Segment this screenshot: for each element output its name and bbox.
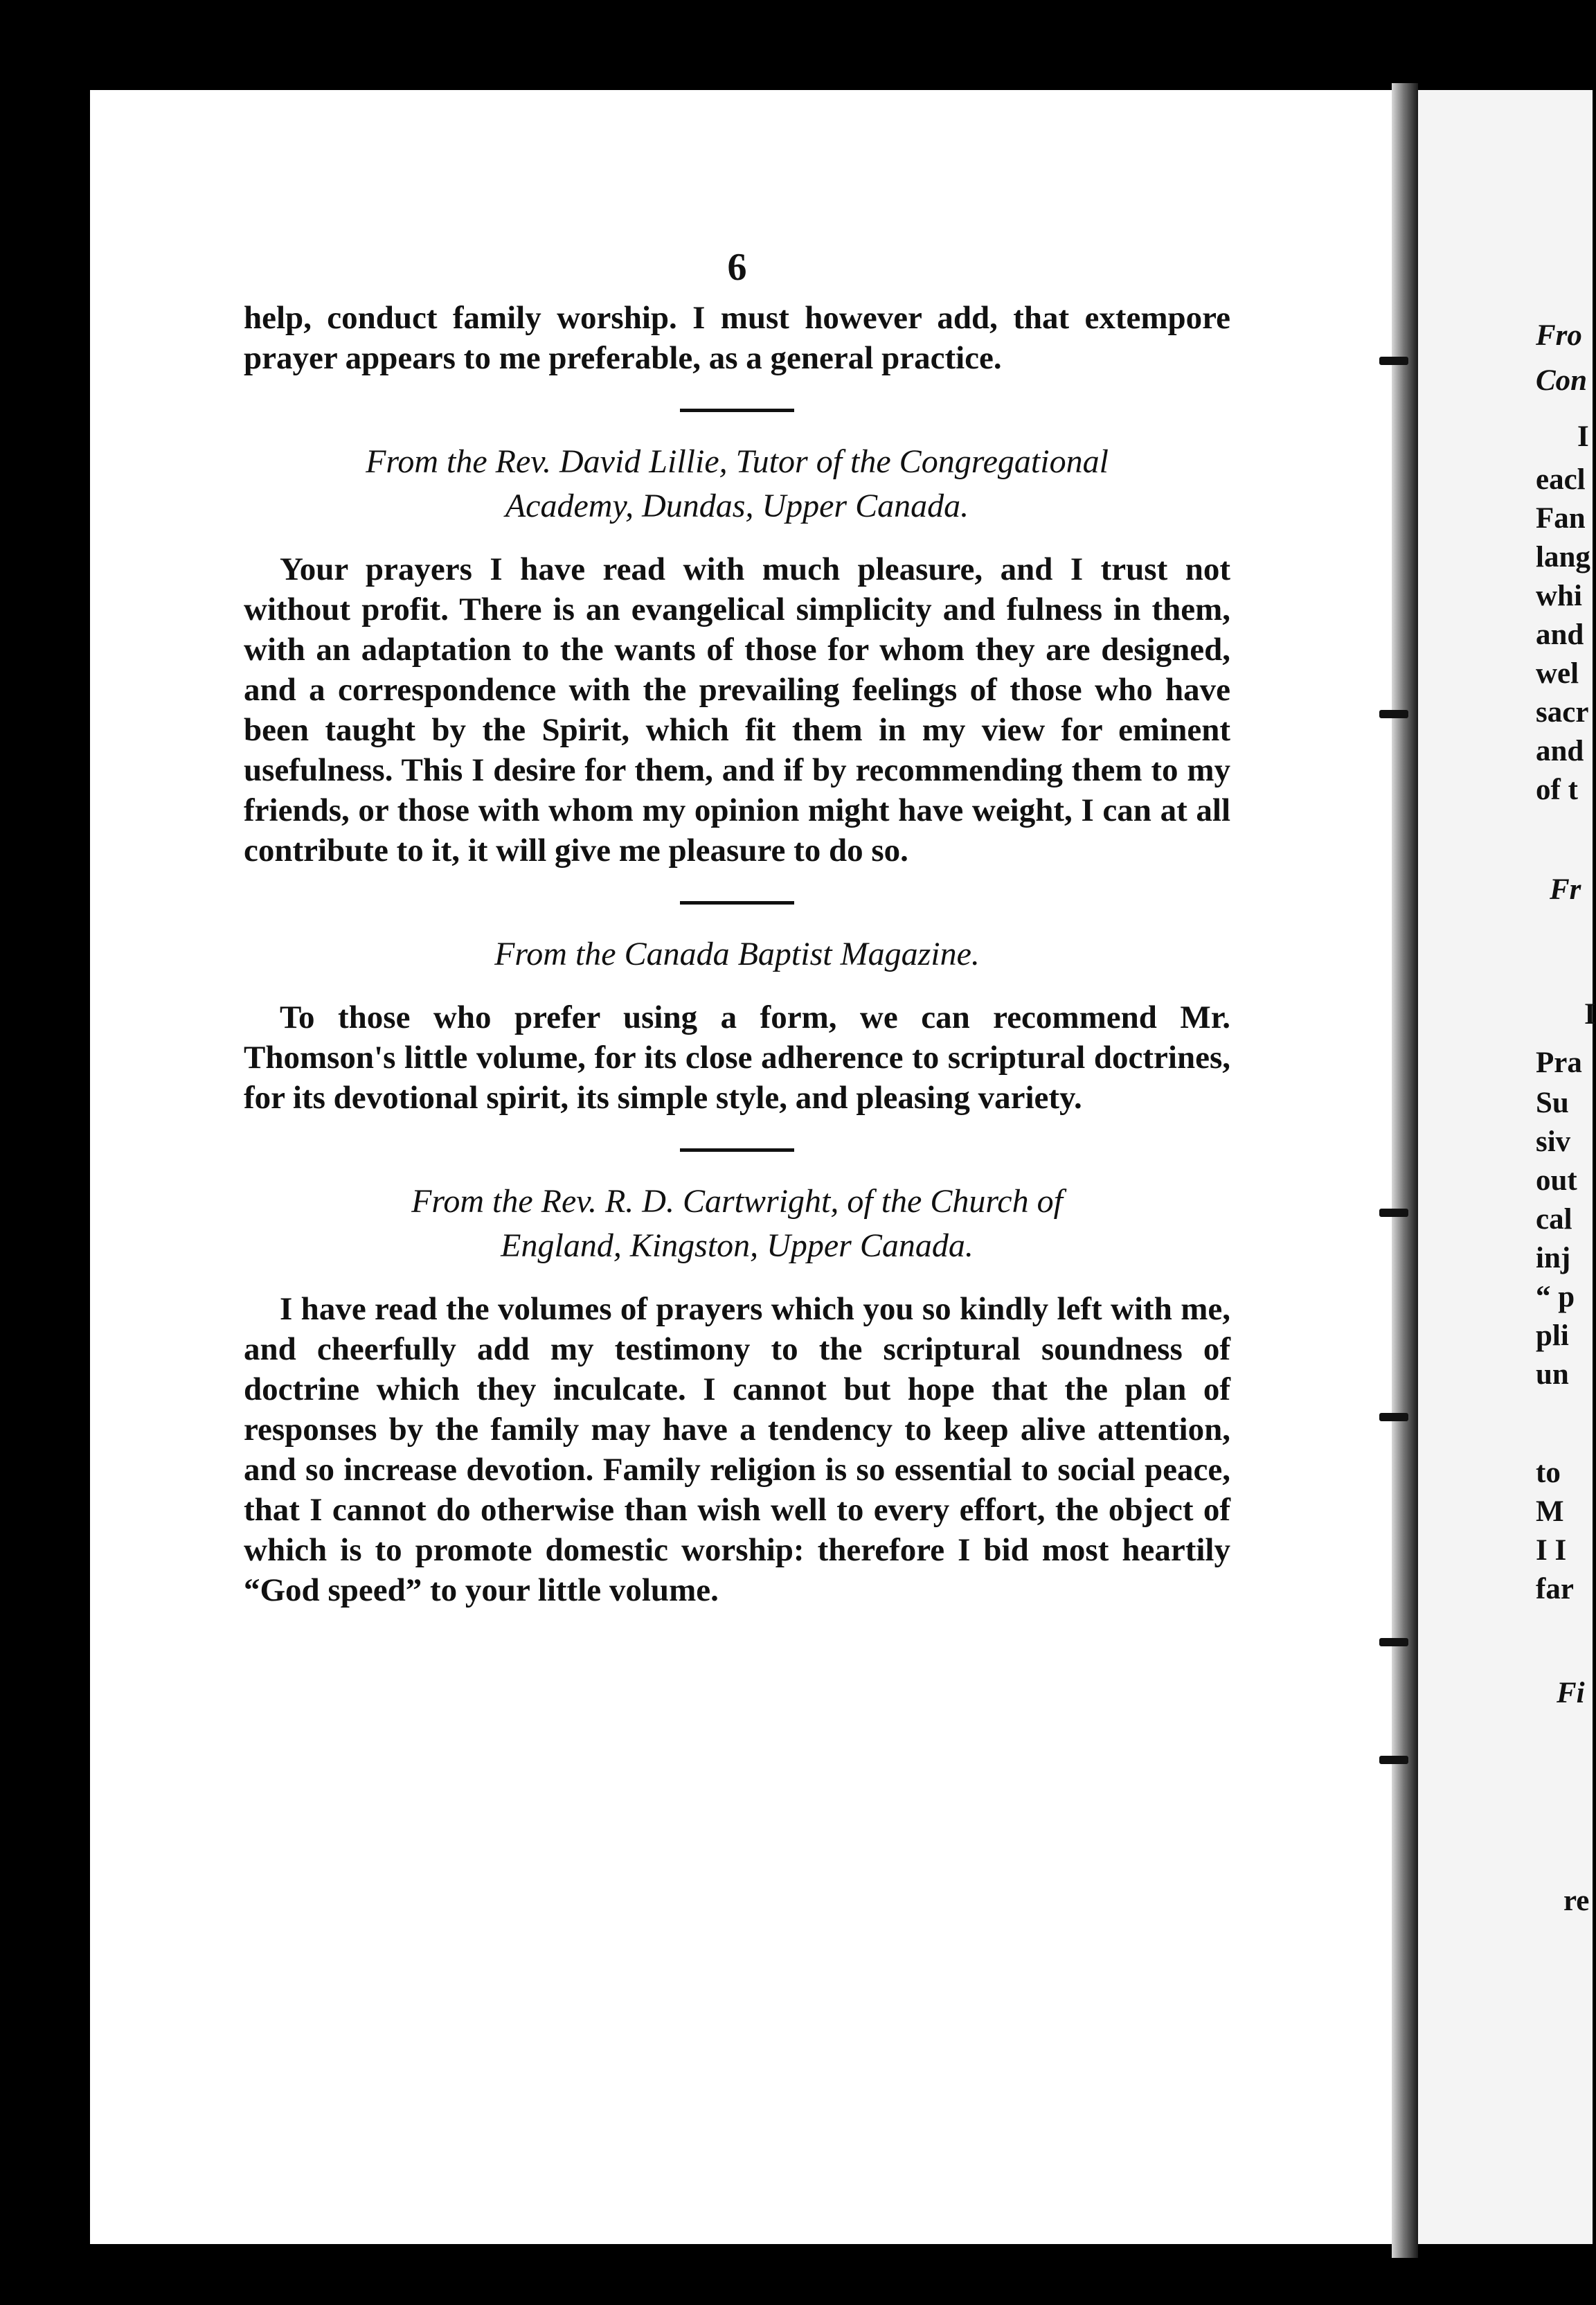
facing-fragment: Su xyxy=(1536,1087,1569,1119)
facing-fragment: I I xyxy=(1536,1534,1567,1567)
heading-line: From the Canada Baptist Magazine. xyxy=(494,936,980,972)
facing-fragment: wel xyxy=(1536,657,1579,690)
facing-fragment: far xyxy=(1536,1573,1574,1605)
testimonial-heading xyxy=(244,440,1230,528)
facing-fragment: M xyxy=(1536,1495,1564,1528)
gutter-thread-mark xyxy=(1379,1413,1408,1421)
facing-fragment: whi xyxy=(1536,580,1582,612)
facing-fragment: lang xyxy=(1536,541,1590,573)
page-content xyxy=(244,242,1230,1610)
facing-fragment: pli xyxy=(1536,1319,1569,1352)
facing-fragment: and xyxy=(1536,618,1584,651)
opening-paragraph: help, conduct family worship. I must however add, that extempore prayer appears to me preferable, as a general practice. xyxy=(244,300,1230,376)
facing-fragment: Fi xyxy=(1557,1677,1585,1709)
facing-fragment: to xyxy=(1536,1457,1561,1489)
facing-fragment: inj xyxy=(1536,1242,1571,1274)
page-number: 6 xyxy=(727,246,747,289)
facing-fragment: un xyxy=(1536,1358,1569,1391)
facing-fragment: I xyxy=(1584,998,1596,1031)
book-gutter xyxy=(1392,83,1418,2258)
facing-fragment: eacl xyxy=(1536,463,1586,496)
facing-fragment: sacr xyxy=(1536,696,1589,729)
facing-fragment: I xyxy=(1577,420,1589,453)
heading-line: From the Rev. David Lillie, Tutor of the Congregational xyxy=(366,443,1109,480)
facing-fragment: of t xyxy=(1536,774,1578,806)
gutter-thread-mark xyxy=(1379,710,1408,718)
testimonial-heading xyxy=(244,932,1230,977)
section-divider xyxy=(680,901,794,905)
section-divider xyxy=(680,1148,794,1152)
testimonial-body: Your prayers I have read with much pleasure, and I trust not without profit. There is an evangelical simplicity and fulness in them, with an adaptation to the wants of those for whom they are designed, and a correspondence with the prevailing feelings of those who have been taught by the Spirit, which fit them in my view for eminent usefulness. This I desire for them, and if by recommending them to my friends, or those with whom my opinion might have weight, I can at all contribute to it, it will give me pleasure to do so. xyxy=(244,551,1230,869)
facing-page-edge xyxy=(1418,90,1596,2244)
facing-fragment: Fro xyxy=(1536,319,1582,352)
heading-line: England, Kingston, Upper Canada. xyxy=(501,1227,974,1264)
heading-line: Academy, Dundas, Upper Canada. xyxy=(505,488,969,524)
testimonial-heading xyxy=(244,1180,1230,1268)
facing-fragment: re xyxy=(1563,1885,1590,1917)
facing-fragment: cal xyxy=(1536,1203,1572,1236)
section-divider xyxy=(680,409,794,412)
facing-fragment: Fr xyxy=(1550,873,1581,906)
facing-fragment: Con xyxy=(1536,364,1588,397)
facing-fragment: siv xyxy=(1536,1125,1571,1158)
facing-fragment: “ p xyxy=(1536,1281,1575,1313)
gutter-thread-mark xyxy=(1379,1756,1408,1764)
testimonial-body: To those who prefer using a form, we can recommend Mr. Thomson's little volume, for its close adherence to scriptural doctrines, for its devotional spirit, its simple style, and pleasing variety. xyxy=(244,999,1230,1116)
facing-fragment: out xyxy=(1536,1164,1577,1197)
heading-line: From the Rev. R. D. Cartwright, of the Church of xyxy=(411,1183,1063,1220)
gutter-thread-mark xyxy=(1379,1209,1408,1217)
facing-fragment: and xyxy=(1536,735,1584,767)
gutter-thread-mark xyxy=(1379,1638,1408,1646)
facing-fragment: Fan xyxy=(1536,502,1586,535)
gutter-thread-mark xyxy=(1379,357,1408,365)
facing-fragment: Pra xyxy=(1536,1047,1582,1079)
testimonial-body: I have read the volumes of prayers which you so kindly left with me, and cheerfully add my testimony to the scriptural soundness of doctrine which they inculcate. I cannot but hope that the plan of responses by the family may have a tendency to keep alive attention, and so increase devotion. Family religion is so essential to social peace, that I cannot do otherwise than wish well to every effort, the object of which is to promote domestic worship: therefore I bid most heartily “God speed” to your little volume. xyxy=(244,1291,1230,1608)
